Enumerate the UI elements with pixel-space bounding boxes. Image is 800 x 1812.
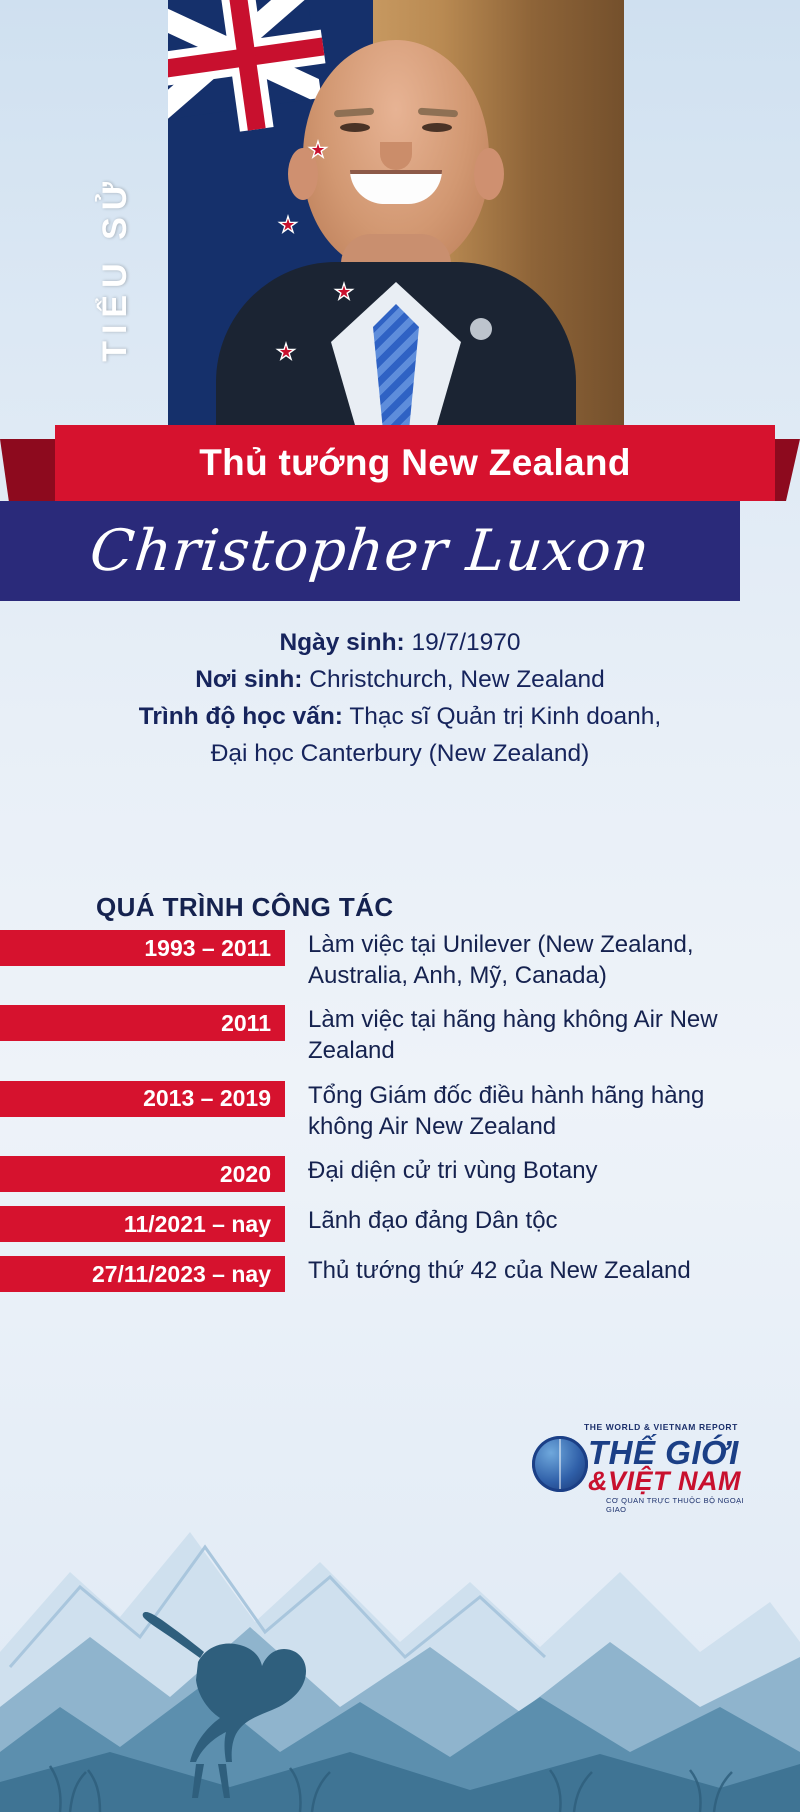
- navy-name-banner: [0, 501, 740, 601]
- logo-line-3: CƠ QUAN TRỰC THUỘC BỘ NGOẠI GIAO: [606, 1496, 744, 1514]
- logo-line-1: THẾ GIỚI: [588, 1434, 739, 1471]
- mountains-scene-icon: [0, 1452, 800, 1812]
- timeline-row: [0, 1081, 800, 1142]
- timeline-desc: Lãnh đạo đảng Dân tộc: [308, 1207, 558, 1235]
- logo-line-2: &VIỆT NAM: [588, 1466, 741, 1496]
- ear-right: [474, 148, 504, 200]
- person-name: Christopher Luxon: [86, 518, 654, 584]
- bio-label-birthdate: Ngày sinh:: [279, 629, 405, 656]
- timeline-row: [0, 1256, 800, 1292]
- bio-value-education: Thạc sĩ Quản trị Kinh doanh,: [342, 703, 662, 731]
- timeline-year: 2020: [0, 1156, 285, 1192]
- bio-label-birthplace: Nơi sinh:: [195, 666, 303, 694]
- red-title-banner: [0, 425, 800, 501]
- portrait-photo: [168, 0, 624, 432]
- timeline-row: [0, 930, 800, 991]
- bio-row-education-cont: Đại học Canterbury (New Zealand): [210, 740, 590, 768]
- timeline-row: [0, 1156, 800, 1192]
- timeline-year: 2013 – 2019: [0, 1081, 285, 1117]
- eye-left: [340, 123, 370, 132]
- career-timeline: [0, 930, 800, 1306]
- vertical-label-tieu-su: TIỂU SỬ: [96, 175, 134, 362]
- bio-value-birthplace: Christchurch, New Zealand: [302, 666, 605, 694]
- lapel-pin-icon: [470, 318, 492, 340]
- timeline-desc: Tổng Giám đốc điều hành hãng hàng không Air New Zealand: [308, 1081, 705, 1140]
- bio-block: [0, 625, 800, 773]
- bio-row-education: [0, 699, 800, 734]
- logo-tagline: THE WORLD & VIETNAM REPORT: [584, 1422, 738, 1432]
- timeline-desc: Đại diện cử tri vùng Botany: [308, 1157, 598, 1185]
- bio-row-birthplace: [0, 662, 800, 697]
- timeline-desc: Thủ tướng thứ 42 của New Zealand: [308, 1257, 691, 1285]
- timeline-desc: Làm việc tại Unilever (New Zealand, Australia, Anh, Mỹ, Canada): [308, 931, 694, 989]
- timeline-year: 27/11/2023 – nay: [0, 1256, 285, 1292]
- banner-title: Thủ tướng New Zealand: [199, 442, 631, 483]
- timeline-year: 11/2021 – nay: [0, 1206, 285, 1242]
- timeline-desc: Làm việc tại hãng hàng không Air New Zealand: [308, 1006, 718, 1065]
- timeline-year: 2011: [0, 1005, 285, 1041]
- eye-right: [422, 123, 452, 132]
- bottom-illustration: [0, 1452, 800, 1812]
- timeline-row: [0, 1206, 800, 1242]
- bio-label-education: Trình độ học vấn:: [138, 703, 343, 731]
- timeline-year: 1993 – 2011: [0, 930, 285, 966]
- bio-row-birthdate: [0, 625, 800, 660]
- bio-value-birthdate: 19/7/1970: [404, 629, 521, 656]
- career-section-heading: QUÁ TRÌNH CÔNG TÁC: [96, 892, 394, 922]
- timeline-row: [0, 1005, 800, 1066]
